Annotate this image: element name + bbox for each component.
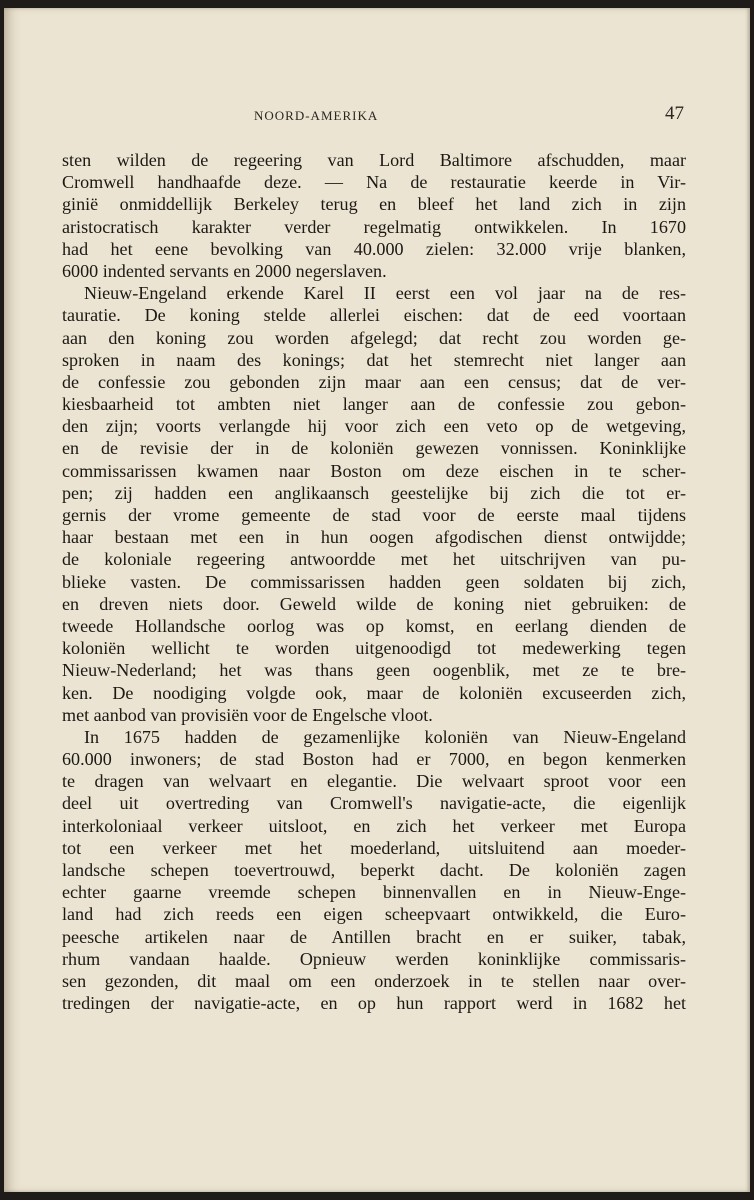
page-number: 47 [665,103,684,124]
text-line: echter gaarne vreemde schepen binnenvallen en in Nieuw-Enge- [62,882,686,903]
text-line: en de revisie der in de koloniën gewezen vonnissen. Koninklijke [62,438,686,459]
text-line: den zijn; voorts verlangde hij voor zich een veto op de wetgeving, [62,416,686,437]
text-line: peesche artikelen naar de Antillen bracht en er suiker, tabak, [62,926,686,947]
text-line: interkoloniaal verkeer uitsloot, en zich het verkeer met Europa [62,815,686,836]
text-line: Nieuw-Nederland; het was thans geen oogenblik, met ze te bre- [62,660,686,681]
text-line: In 1675 hadden de gezamenlijke koloniën van Nieuw-Engeland [84,726,686,747]
book-page [4,8,750,1192]
page-header [64,100,694,130]
text-line: 60.000 inwoners; de stad Boston had er 7000, en begon kenmerken [62,749,686,770]
text-line: haar bestaan met een in hun oogen afgodischen dienst ontwijdde; [62,527,686,548]
text-line: Cromwell handhaafde deze. — Na de restauratie keerde in Vir- [62,172,686,193]
text-line: tredingen der navigatie-acte, en op hun rapport werd in 1682 het [62,993,686,1014]
text-line: deel uit overtreding van Cromwell's navigatie-acte, die eigenlijk [62,793,686,814]
text-line: de confessie zou gebonden zijn maar aan een census; dat de ver- [62,371,686,392]
text-line: pen; zij hadden een anglikaansch geestelijke bij zich die tot er- [62,482,686,503]
text-line: sen gezonden, dit maal om een onderzoek in te stellen naar over- [62,970,686,991]
text-line: had het eene bevolking van 40.000 zielen: 32.000 vrije blanken, [62,238,686,259]
text-line: rhum vandaan haalde. Opnieuw werden koninklijke commissaris- [62,948,686,969]
text-line: sten wilden de regeering van Lord Baltimore afschudden, maar [62,150,686,170]
text-line: kiesbaarheid tot ambten niet langer aan de confessie zou gebon- [62,394,686,415]
text-line: gernis der vrome gemeente de stad voor de eerste maal tijdens [62,505,686,525]
text-line: land had zich reeds een eigen scheepvaart ontwikkeld, die Euro- [62,904,686,925]
text-line: ken. De noodiging volgde ook, maar de koloniën excuseerden zich, [62,682,686,703]
body-text [62,149,686,1014]
text-line: Nieuw-Engeland erkende Karel II eerst een vol jaar na de res- [84,283,686,304]
text-line: koloniën wellicht te worden uitgenoodigd tot medewerking tegen [62,638,686,659]
text-line: de koloniale regeering antwoordde met het uitschrijven van pu- [62,549,686,570]
text-line: tauratie. De koning stelde allerlei eischen: dat de eed voortaan [62,305,686,326]
running-title: NOORD-AMERIKA [254,108,379,123]
text-line: aan den koning zou worden afgelegd; dat recht zou worden ge- [62,327,686,348]
text-line: en dreven niets door. Geweld wilde de koning niet gebruiken: de [62,593,686,614]
text-line: 6000 indented servants en 2000 negerslaven. [62,260,387,281]
text-line: landsche schepen toevertrouwd, beperkt dacht. De koloniën zagen [62,860,686,880]
text-line: met aanbod van provisiën voor de Engelsche vloot. [62,704,433,725]
text-line: sproken in naam des konings; dat het stemrecht niet langer aan [62,349,686,370]
text-line: tweede Hollandsche oorlog was op komst, en eerlang dienden de [62,615,686,636]
text-line: te dragen van welvaart en elegantie. Die welvaart sproot voor een [62,771,686,792]
text-line: ginië onmiddellijk Berkeley terug en bleef het land zich in zijn [62,194,686,215]
text-line: aristocratisch karakter verder regelmatig ontwikkelen. In 1670 [62,216,686,237]
text-line: tot een verkeer met het moederland, uitsluitend aan moeder- [62,837,686,858]
text-line: blieke vasten. De commissarissen hadden geen soldaten bij zich, [62,571,686,592]
text-line: commissarissen kwamen naar Boston om deze eischen in te scher- [62,460,686,481]
